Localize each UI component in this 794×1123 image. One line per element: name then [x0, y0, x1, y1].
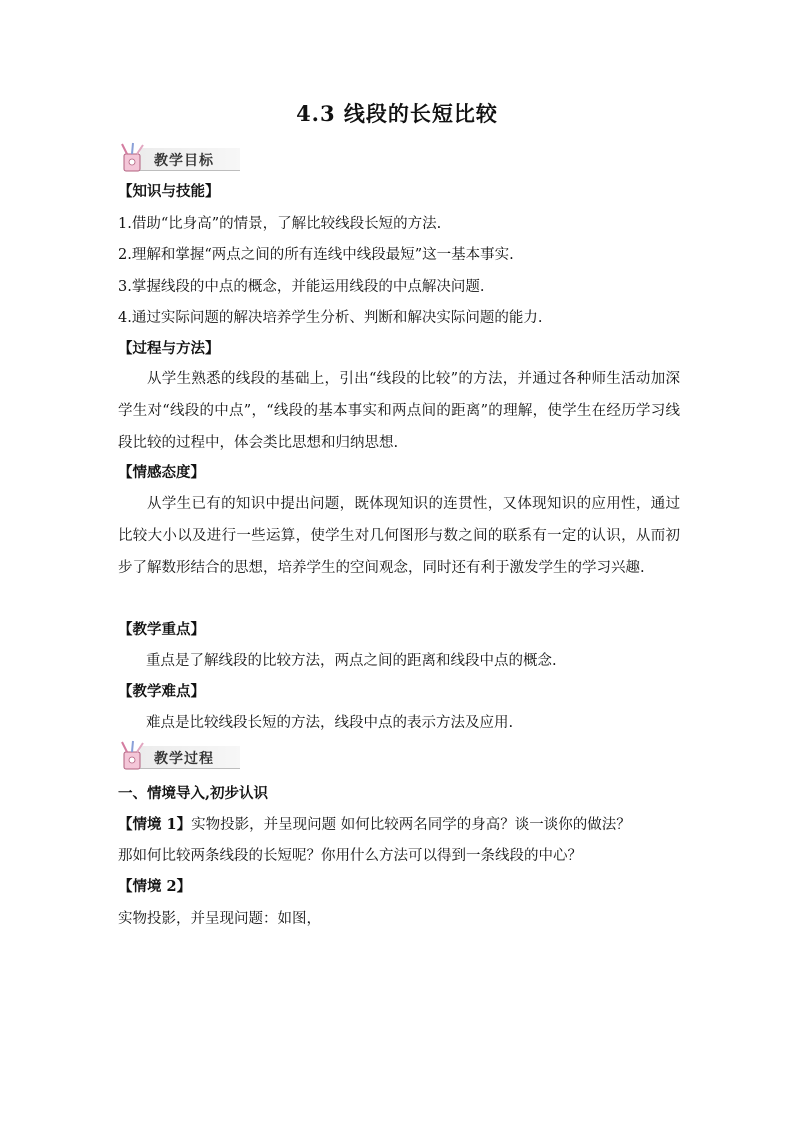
difficulty-heading: 【教学难点】	[118, 683, 205, 700]
scene2-text: 实物投影，并呈现问题：如图，	[118, 911, 321, 927]
scene1-line2: 那如何比较两条线段的长短呢？你用什么方法可以得到一条线段的中心？	[118, 848, 582, 864]
emotion-heading: 【情感态度】	[118, 464, 205, 481]
key-heading: 【教学重点】	[118, 621, 205, 638]
scene1-label: 【情境 1】	[118, 816, 192, 833]
pen-holder-icon	[118, 740, 152, 772]
knowledge-item-1: 1.借助“比身高”的情景，了解比较线段长短的方法.	[118, 216, 442, 232]
banner-label: 教学过程	[154, 751, 214, 767]
knowledge-heading: 【知识与技能】	[118, 183, 220, 200]
knowledge-item-3: 3.掌握线段的中点的概念，并能运用线段的中点解决问题.	[118, 279, 485, 295]
teaching-goals-banner	[118, 142, 240, 174]
knowledge-item-4: 4.通过实际问题的解决培养学生分析、判断和解决实际问题的能力.	[118, 310, 543, 326]
scene1-line1	[118, 815, 631, 835]
part1-heading: 一、情境导入,初步认识	[118, 785, 269, 802]
key-text: 重点是了解线段的比较方法，两点之间的距离和线段中点的概念.	[146, 653, 557, 669]
pen-holder-icon	[118, 142, 152, 174]
difficulty-text: 难点是比较线段长短的方法，线段中点的表示方法及应用.	[146, 715, 514, 731]
process-paragraph: 从学生熟悉的线段的基础上，引出“线段的比较”的方法，并通过各种师生活动加深学生对“线段的中点”，“线段的基本事实和两点间的距离”的理解，使学生在经历学习线段比较的过程中，体会类比思想和归纳思想.	[118, 371, 680, 451]
scene2-heading: 【情境 2】	[118, 878, 192, 895]
page-title: 4.3 线段的长短比较	[296, 101, 498, 126]
emotion-paragraph: 从学生已有的知识中提出问题，既体现知识的连贯性，又体现知识的应用性，通过比较大小以及进行一些运算，使学生对几何图形与数之间的联系有一定的认识，从而初步了解数形结合的思想，培养学生的空间观念，同时还有利于激发学生的学习兴趣.	[118, 496, 680, 576]
scene1-text: 实物投影，并呈现问题 如何比较两名同学的身高？谈一谈你的做法？	[191, 817, 631, 833]
teaching-process-banner	[118, 740, 240, 772]
knowledge-item-2: 2.理解和掌握“两点之间的所有连线中线段最短”这一基本事实.	[118, 247, 514, 263]
banner-label: 教学目标	[154, 153, 214, 169]
process-heading: 【过程与方法】	[118, 340, 220, 357]
